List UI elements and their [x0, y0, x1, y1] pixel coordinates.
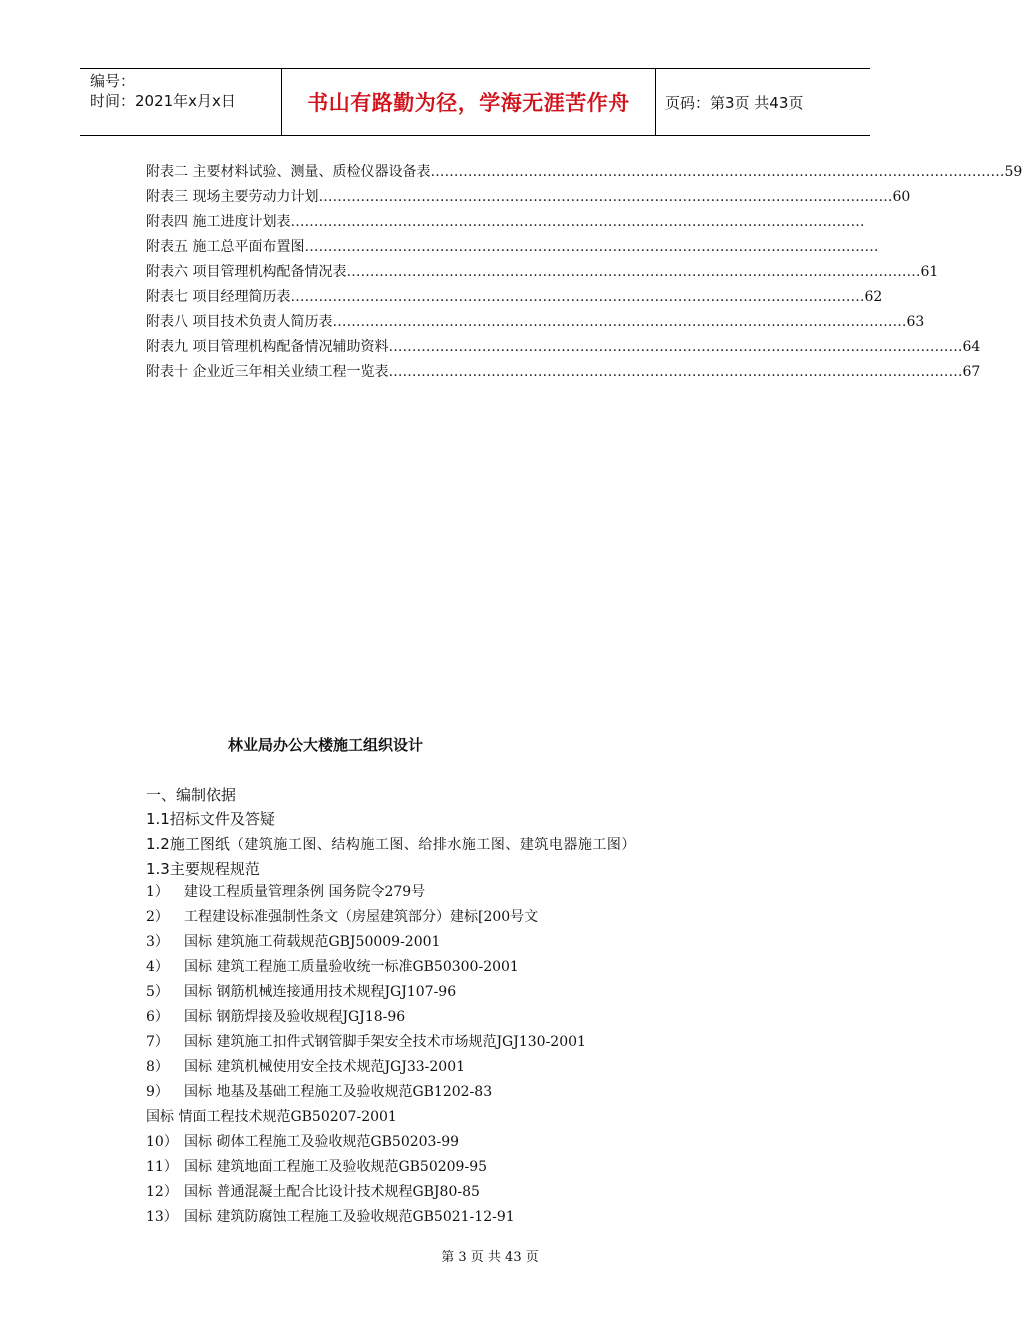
spec-item-text: 国标 钢筋焊接及验收规程JGJ18-96 [184, 1009, 406, 1025]
spec-item [146, 1130, 586, 1155]
toc-entry-page: 63 [906, 314, 925, 330]
spec-item-text: 国标 地基及基础工程施工及验收规范GB1202-83 [184, 1084, 493, 1100]
spec-item-number: 11） [146, 1159, 178, 1175]
section-heading: 一、编制依据 [146, 786, 237, 804]
header-meta [80, 69, 282, 135]
toc-entry-label: 附表十 企业近三年相关业绩工程一览表 [146, 364, 389, 380]
toc-entry[interactable] [146, 160, 1022, 185]
toc-entry-label: 附表四 施工进度计划表 [146, 214, 291, 230]
spec-item-text: 国标 建筑防腐蚀工程施工及验收规范GB5021-12-91 [184, 1209, 515, 1225]
toc-entry[interactable] [146, 210, 865, 235]
toc-entry[interactable] [146, 185, 911, 210]
spec-item [146, 955, 586, 980]
subsection-1-3: 1.3主要规程规范 [146, 860, 260, 878]
toc-leader-dots: …………………………………………………………………………………………………………… [290, 214, 865, 230]
spec-item-number: 2） [146, 909, 169, 925]
toc-entry[interactable] [146, 310, 925, 335]
date-label: 时间：2021年x月x日 [90, 92, 236, 110]
subsection-1-1: 1.1招标文件及答疑 [146, 810, 275, 828]
spec-item-text: 国标 建筑机械使用安全技术规范JGJ33-2001 [184, 1059, 466, 1075]
toc-leader-dots: …………………………………………………………………………………………………………… [388, 364, 963, 380]
toc-leader-dots: …………………………………………………………………………………………………………… [332, 314, 907, 330]
spec-list [146, 880, 586, 1230]
spec-item-text: 国标 钢筋机械连接通用技术规程JGJ107-96 [184, 984, 457, 1000]
spec-item-number: 5） [146, 984, 169, 1000]
toc-entry-label: 附表八 项目技术负责人简历表 [146, 314, 333, 330]
toc-leader-dots: …………………………………………………………………………………………………………… [290, 289, 865, 305]
page-info: 页码：第3页 共43页 [665, 93, 804, 112]
document-title: 林业局办公大楼施工组织设计 [228, 736, 424, 754]
spec-item-number: 7） [146, 1034, 169, 1050]
toc-entry-label: 附表二 主要材料试验、测量、质检仪器设备表 [146, 164, 431, 180]
page-footer: 第 3 页 共 43 页 [441, 1250, 539, 1265]
spec-item [146, 1005, 586, 1030]
subsection-1-2 [146, 833, 636, 854]
spec-item-number: 8） [146, 1059, 169, 1075]
toc-entry-page: 59 [1004, 164, 1022, 180]
toc-leader-dots: …………………………………………………………………………………………………………… [304, 239, 879, 255]
spec-item-number: 12） [146, 1184, 178, 1200]
spec-item-text: 国标 建筑工程施工质量验收统一标准GB50300-2001 [184, 959, 519, 975]
spec-item [146, 1055, 586, 1080]
spec-item-text: 工程建设标准强制性条文（房屋建筑部分）建标[200号文 [184, 909, 539, 925]
toc-entry-label: 附表七 项目经理简历表 [146, 289, 291, 305]
toc-entry[interactable] [146, 260, 939, 285]
spec-item-number: 9） [146, 1084, 169, 1100]
spec-item-text: 国标 建筑施工扣件式钢管脚手架安全技术市场规范JGJ130-2001 [184, 1034, 586, 1050]
toc-entry-page: 62 [864, 289, 883, 305]
spec-item [146, 1155, 586, 1180]
spec-item [146, 1205, 586, 1230]
spec-item [146, 1105, 586, 1130]
toc-entry-label: 附表六 项目管理机构配备情况表 [146, 264, 347, 280]
toc-entry-page: 64 [962, 339, 981, 355]
spec-item-number: 1） [146, 884, 169, 900]
motto-text: 书山有路勤为径，学海无涯苦作舟 [307, 91, 630, 115]
spec-item-text: 国标 普通混凝土配合比设计技术规程GBJ80-85 [184, 1184, 480, 1200]
spec-item [146, 1030, 586, 1055]
subsection-1-2-tail: （建筑施工图、结构施工图、给排水施工图、建筑电器施工图） [229, 837, 636, 853]
spec-item-text: 国标 砌体工程施工及验收规范GB50203-99 [184, 1134, 460, 1150]
spec-item-text: 国标 建筑施工荷载规范GBJ50009-2001 [184, 934, 441, 950]
toc-entry-page: 67 [962, 364, 981, 380]
subsection-1-2-head: 1.2施工图纸 [146, 835, 230, 853]
header-motto-cell [282, 69, 656, 135]
toc-entry[interactable] [146, 285, 883, 310]
toc-entry-page: 61 [920, 264, 939, 280]
spec-item [146, 880, 586, 905]
code-label: 编号： [90, 72, 136, 90]
spec-item-number: 10） [146, 1134, 178, 1150]
spec-item-text: 国标 建筑地面工程施工及验收规范GB50209-95 [184, 1159, 488, 1175]
header-page-cell [656, 69, 870, 135]
toc-leader-dots: …………………………………………………………………………………………………………… [430, 164, 1005, 180]
toc-leader-dots: …………………………………………………………………………………………………………… [318, 189, 893, 205]
toc-entry-page: 60 [892, 189, 911, 205]
spec-item-text: 国标 情面工程技术规范GB50207-2001 [146, 1109, 397, 1125]
spec-item [146, 1080, 586, 1105]
spec-item-text: 建设工程质量管理条例 国务院令279号 [184, 884, 426, 900]
toc-entry-label: 附表九 项目管理机构配备情况辅助资料 [146, 339, 389, 355]
spec-item-number: 6） [146, 1009, 169, 1025]
toc-entry[interactable] [146, 360, 981, 385]
toc-entry[interactable] [146, 335, 981, 360]
spec-item [146, 930, 586, 955]
spec-item-number: 3） [146, 934, 169, 950]
table-of-contents [146, 160, 1022, 385]
spec-item-number: 4） [146, 959, 169, 975]
spec-item [146, 1180, 586, 1205]
toc-entry-label: 附表三 现场主要劳动力计划 [146, 189, 319, 205]
toc-leader-dots: …………………………………………………………………………………………………………… [388, 339, 963, 355]
page-header [80, 68, 870, 136]
spec-item [146, 980, 586, 1005]
toc-leader-dots: …………………………………………………………………………………………………………… [346, 264, 921, 280]
toc-entry-label: 附表五 施工总平面布置图 [146, 239, 305, 255]
toc-entry[interactable] [146, 235, 879, 260]
spec-item [146, 905, 586, 930]
spec-item-number: 13） [146, 1209, 178, 1225]
